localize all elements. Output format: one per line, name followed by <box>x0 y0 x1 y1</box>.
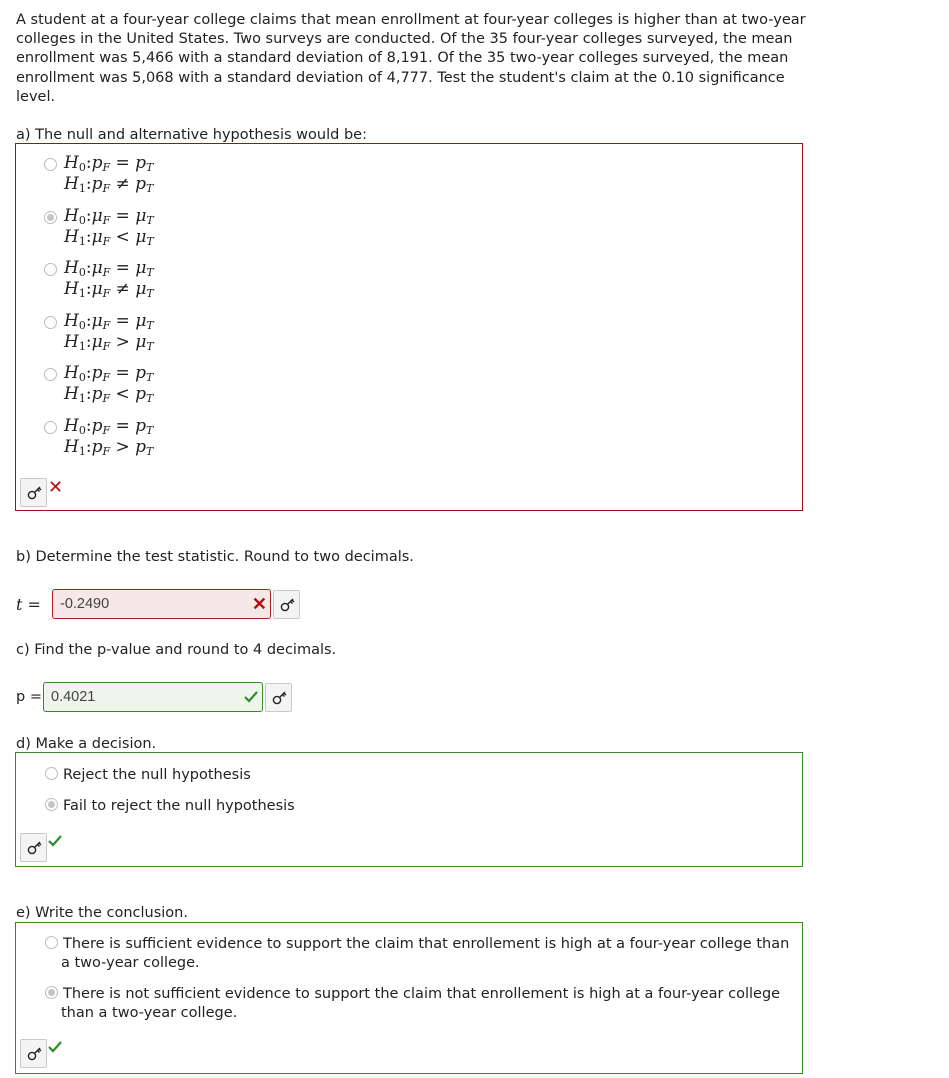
hypothesis-expression: $H1:p_F > p_T$ <box>64 436 154 458</box>
problem-text: A student at a four-year college claims that mean enrollment at four-year colleges is higher than at two-year colleges in the United States. Two surveys are conducted. Of the 35 four-year colleges surveyed, the mean enrollment was 5,466 with a standard deviation of 8,191. Of the 35 two-year colleges surveyed, the mean enrollment was 5,068 with a standard deviation of 4,777. Test the student's claim at the 0.10 significance level. <box>16 12 806 105</box>
hypothesis-expression: $H1:\mu_F > \mu_T$ <box>64 331 154 353</box>
part-a-answer-box <box>15 143 803 511</box>
radio-hypothesis-option[interactable] <box>44 263 57 276</box>
t-equals-label <box>16 594 41 615</box>
key-icon <box>27 1047 43 1061</box>
option-fail-to-reject-label: Fail to reject the null hypothesis <box>63 798 295 814</box>
part-d-label: d) Make a decision. <box>16 736 157 752</box>
radio-hypothesis-option[interactable] <box>44 158 57 171</box>
x-mark-icon: ✕ <box>251 594 267 614</box>
x-mark-icon: ✕ <box>48 477 64 498</box>
part-b-label: b) Determine the test statistic. Round to two decimals. <box>16 549 414 565</box>
part-e-answer-box <box>15 922 803 1074</box>
key-button-a[interactable] <box>20 478 47 507</box>
p-value-value: 0.4021 <box>51 689 96 705</box>
t-variable: t <box>16 595 23 614</box>
hypothesis-expression: $H1:\mu_F < \mu_T$ <box>64 226 154 248</box>
hypothesis-expression: $H1:p_F < p_T$ <box>64 384 154 405</box>
radio-fail-to-reject[interactable] <box>45 798 58 811</box>
option-not-sufficient-line2: than a two-year college. <box>61 1005 238 1021</box>
hypothesis-expression: $H0:\mu_F = \mu_T$ <box>64 310 154 332</box>
hypothesis-expression: $H0:p_F = p_T$ <box>64 363 154 384</box>
option-not-sufficient-line1: There is not sufficient evidence to support the claim that enrollement is high at a four-year college <box>63 986 781 1002</box>
key-icon <box>27 841 43 855</box>
option-reject-label: Reject the null hypothesis <box>63 767 251 783</box>
hypothesis-expression: $H0:\mu_F = \mu_T$ <box>64 258 154 279</box>
radio-hypothesis-option[interactable] <box>44 368 57 381</box>
test-statistic-input[interactable] <box>52 589 271 619</box>
radio-sufficient-evidence[interactable] <box>45 936 58 949</box>
key-button-e[interactable] <box>20 1039 47 1068</box>
radio-hypothesis-option[interactable] <box>44 421 57 434</box>
part-e-label: e) Write the conclusion. <box>16 905 188 921</box>
p-value-input[interactable] <box>43 682 263 712</box>
hypothesis-expression: $H0:p_F = p_T$ <box>64 415 154 437</box>
radio-reject[interactable] <box>45 767 58 780</box>
hypothesis-expression: $H0:\mu_F = \mu_T$ <box>64 205 154 227</box>
key-icon <box>280 598 296 612</box>
part-c-label: c) Find the p-value and round to 4 decimals. <box>16 642 337 658</box>
part-d-answer-box <box>15 752 803 867</box>
p-equals-label: p = <box>16 689 42 705</box>
hypothesis-expression: $H1:p_F \ne p_T$ <box>64 174 154 195</box>
check-mark-icon <box>48 1041 62 1053</box>
radio-hypothesis-option[interactable] <box>44 316 57 329</box>
check-mark-icon <box>244 691 258 703</box>
key-icon <box>27 486 43 500</box>
hypothesis-expression: $H0:p_F = p_T$ <box>64 153 154 174</box>
radio-hypothesis-option[interactable] <box>44 211 57 224</box>
key-button-c[interactable] <box>265 683 292 712</box>
radio-not-sufficient-evidence[interactable] <box>45 986 58 999</box>
test-statistic-value: -0.2490 <box>60 596 110 612</box>
option-sufficient-line2: a two-year college. <box>61 955 200 971</box>
equals-sign: = <box>27 595 41 614</box>
key-button-b[interactable] <box>273 590 300 619</box>
hypothesis-expression: $H1:\mu_F \ne \mu_T$ <box>64 279 154 300</box>
key-icon <box>272 691 288 705</box>
key-button-d[interactable] <box>20 833 47 862</box>
check-mark-icon <box>48 835 62 847</box>
part-a-label: a) The null and alternative hypothesis would be: <box>16 127 367 143</box>
option-sufficient-line1: There is sufficient evidence to support the claim that enrollement is high at a four-year college than <box>63 936 790 952</box>
